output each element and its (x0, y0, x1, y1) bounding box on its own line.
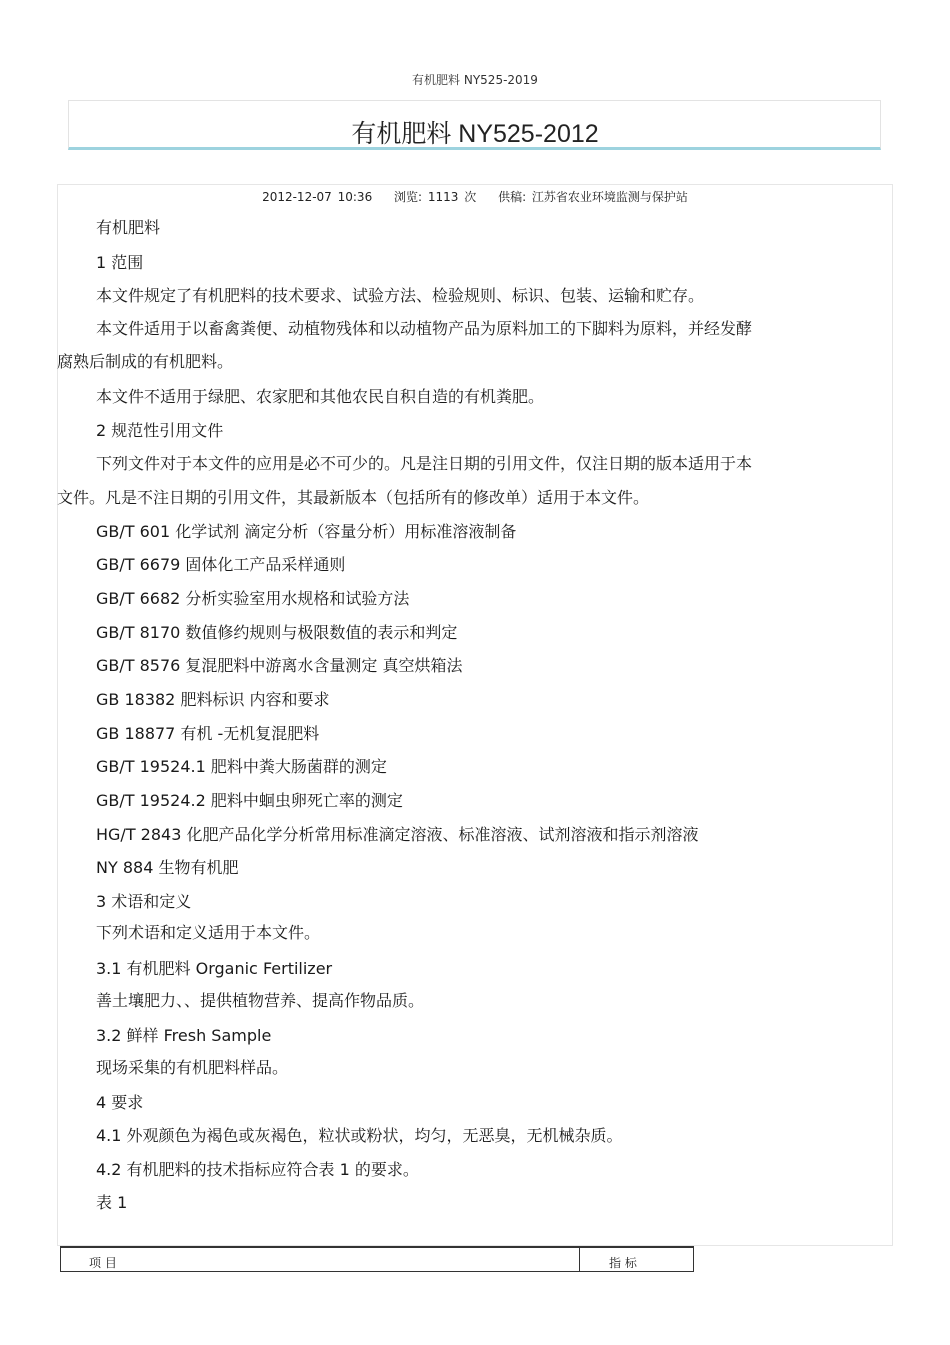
meta-source: 供稿: 江苏省农业环境监测与保护站 (498, 190, 688, 204)
paragraph: 有机肥料 (96, 218, 161, 237)
reference-item: GB/T 6679 固体化工产品采样通则 (96, 555, 346, 574)
meta-views: 浏览: 1113 次 (394, 190, 477, 204)
reference-item: GB 18877 有机 -无机复混肥料 (96, 724, 320, 743)
reference-item: GB/T 6682 分析实验室用水规格和试验方法 (96, 589, 410, 608)
reference-item: GB/T 8576 复混肥料中游离水含量测定 真空烘箱法 (96, 656, 463, 675)
reference-item: GB/T 19524.2 肥料中蛔虫卵死亡率的测定 (96, 791, 403, 810)
paragraph: 善土壤肥力、、提供植物营养、提高作物品质。 (96, 991, 425, 1010)
paragraph: 腐熟后制成的有机肥料。 (57, 352, 234, 371)
reference-item: GB 18382 肥料标识 内容和要求 (96, 690, 330, 709)
paragraph: 下列文件对于本文件的应用是必不可少的。凡是注日期的引用文件，仅注日期的版本适用于本 (96, 454, 753, 473)
paragraph: 4.2 有机肥料的技术指标应符合表 1 的要求。 (96, 1160, 419, 1179)
paragraph: 本文件适用于以畜禽粪便、动植物残体和以动植物产品为原料加工的下脚料为原料，并经发酵 (96, 319, 753, 338)
term-heading: 3.1 有机肥料 Organic Fertilizer (96, 959, 333, 978)
paragraph: 下列术语和定义适用于本文件。 (96, 923, 321, 942)
meta-datetime: 2012-12-07 10:36 (262, 190, 373, 204)
table-header-indicator: 指 标 (609, 1256, 637, 1270)
reference-item: GB/T 601 化学试剂 滴定分析（容量分析）用标准溶液制备 (96, 522, 517, 541)
running-header: 有机肥料 NY525-2019 (412, 73, 538, 87)
meta-line (57, 188, 893, 205)
section-heading: 2 规范性引用文件 (96, 421, 224, 440)
page-title: 有机肥料 NY525-2012 (351, 120, 599, 148)
reference-item: GB/T 19524.1 肥料中粪大肠菌群的测定 (96, 757, 387, 776)
paragraph: 文件。凡是不注日期的引用文件，其最新版本（包括所有的修改单）适用于本文件。 (57, 488, 650, 507)
table-caption: 表 1 (96, 1193, 128, 1212)
reference-item: NY 884 生物有机肥 (96, 858, 239, 877)
paragraph: 4.1 外观颜色为褐色或灰褐色，粒状或粉状，均匀，无恶臭，无机械杂质。 (96, 1126, 623, 1145)
section-heading: 4 要求 (96, 1093, 144, 1112)
section-heading: 1 范围 (96, 253, 144, 272)
paragraph: 本文件不适用于绿肥、农家肥和其他农民自积自造的有机粪肥。 (96, 387, 545, 406)
section-heading: 3 术语和定义 (96, 892, 192, 911)
reference-item: HG/T 2843 化肥产品化学分析常用标准滴定溶液、标准溶液、试剂溶液和指示剂溶液 (96, 825, 699, 844)
table-1 (60, 1246, 694, 1272)
term-heading: 3.2 鲜样 Fresh Sample (96, 1026, 272, 1045)
table-divider (579, 1248, 580, 1272)
paragraph: 本文件规定了有机肥料的技术要求、试验方法、检验规则、标识、包装、运输和贮存。 (96, 286, 705, 305)
table-header-item: 项 目 (89, 1256, 117, 1270)
paragraph: 现场采集的有机肥料样品。 (96, 1058, 289, 1077)
reference-item: GB/T 8170 数值修约规则与极限数值的表示和判定 (96, 623, 458, 642)
